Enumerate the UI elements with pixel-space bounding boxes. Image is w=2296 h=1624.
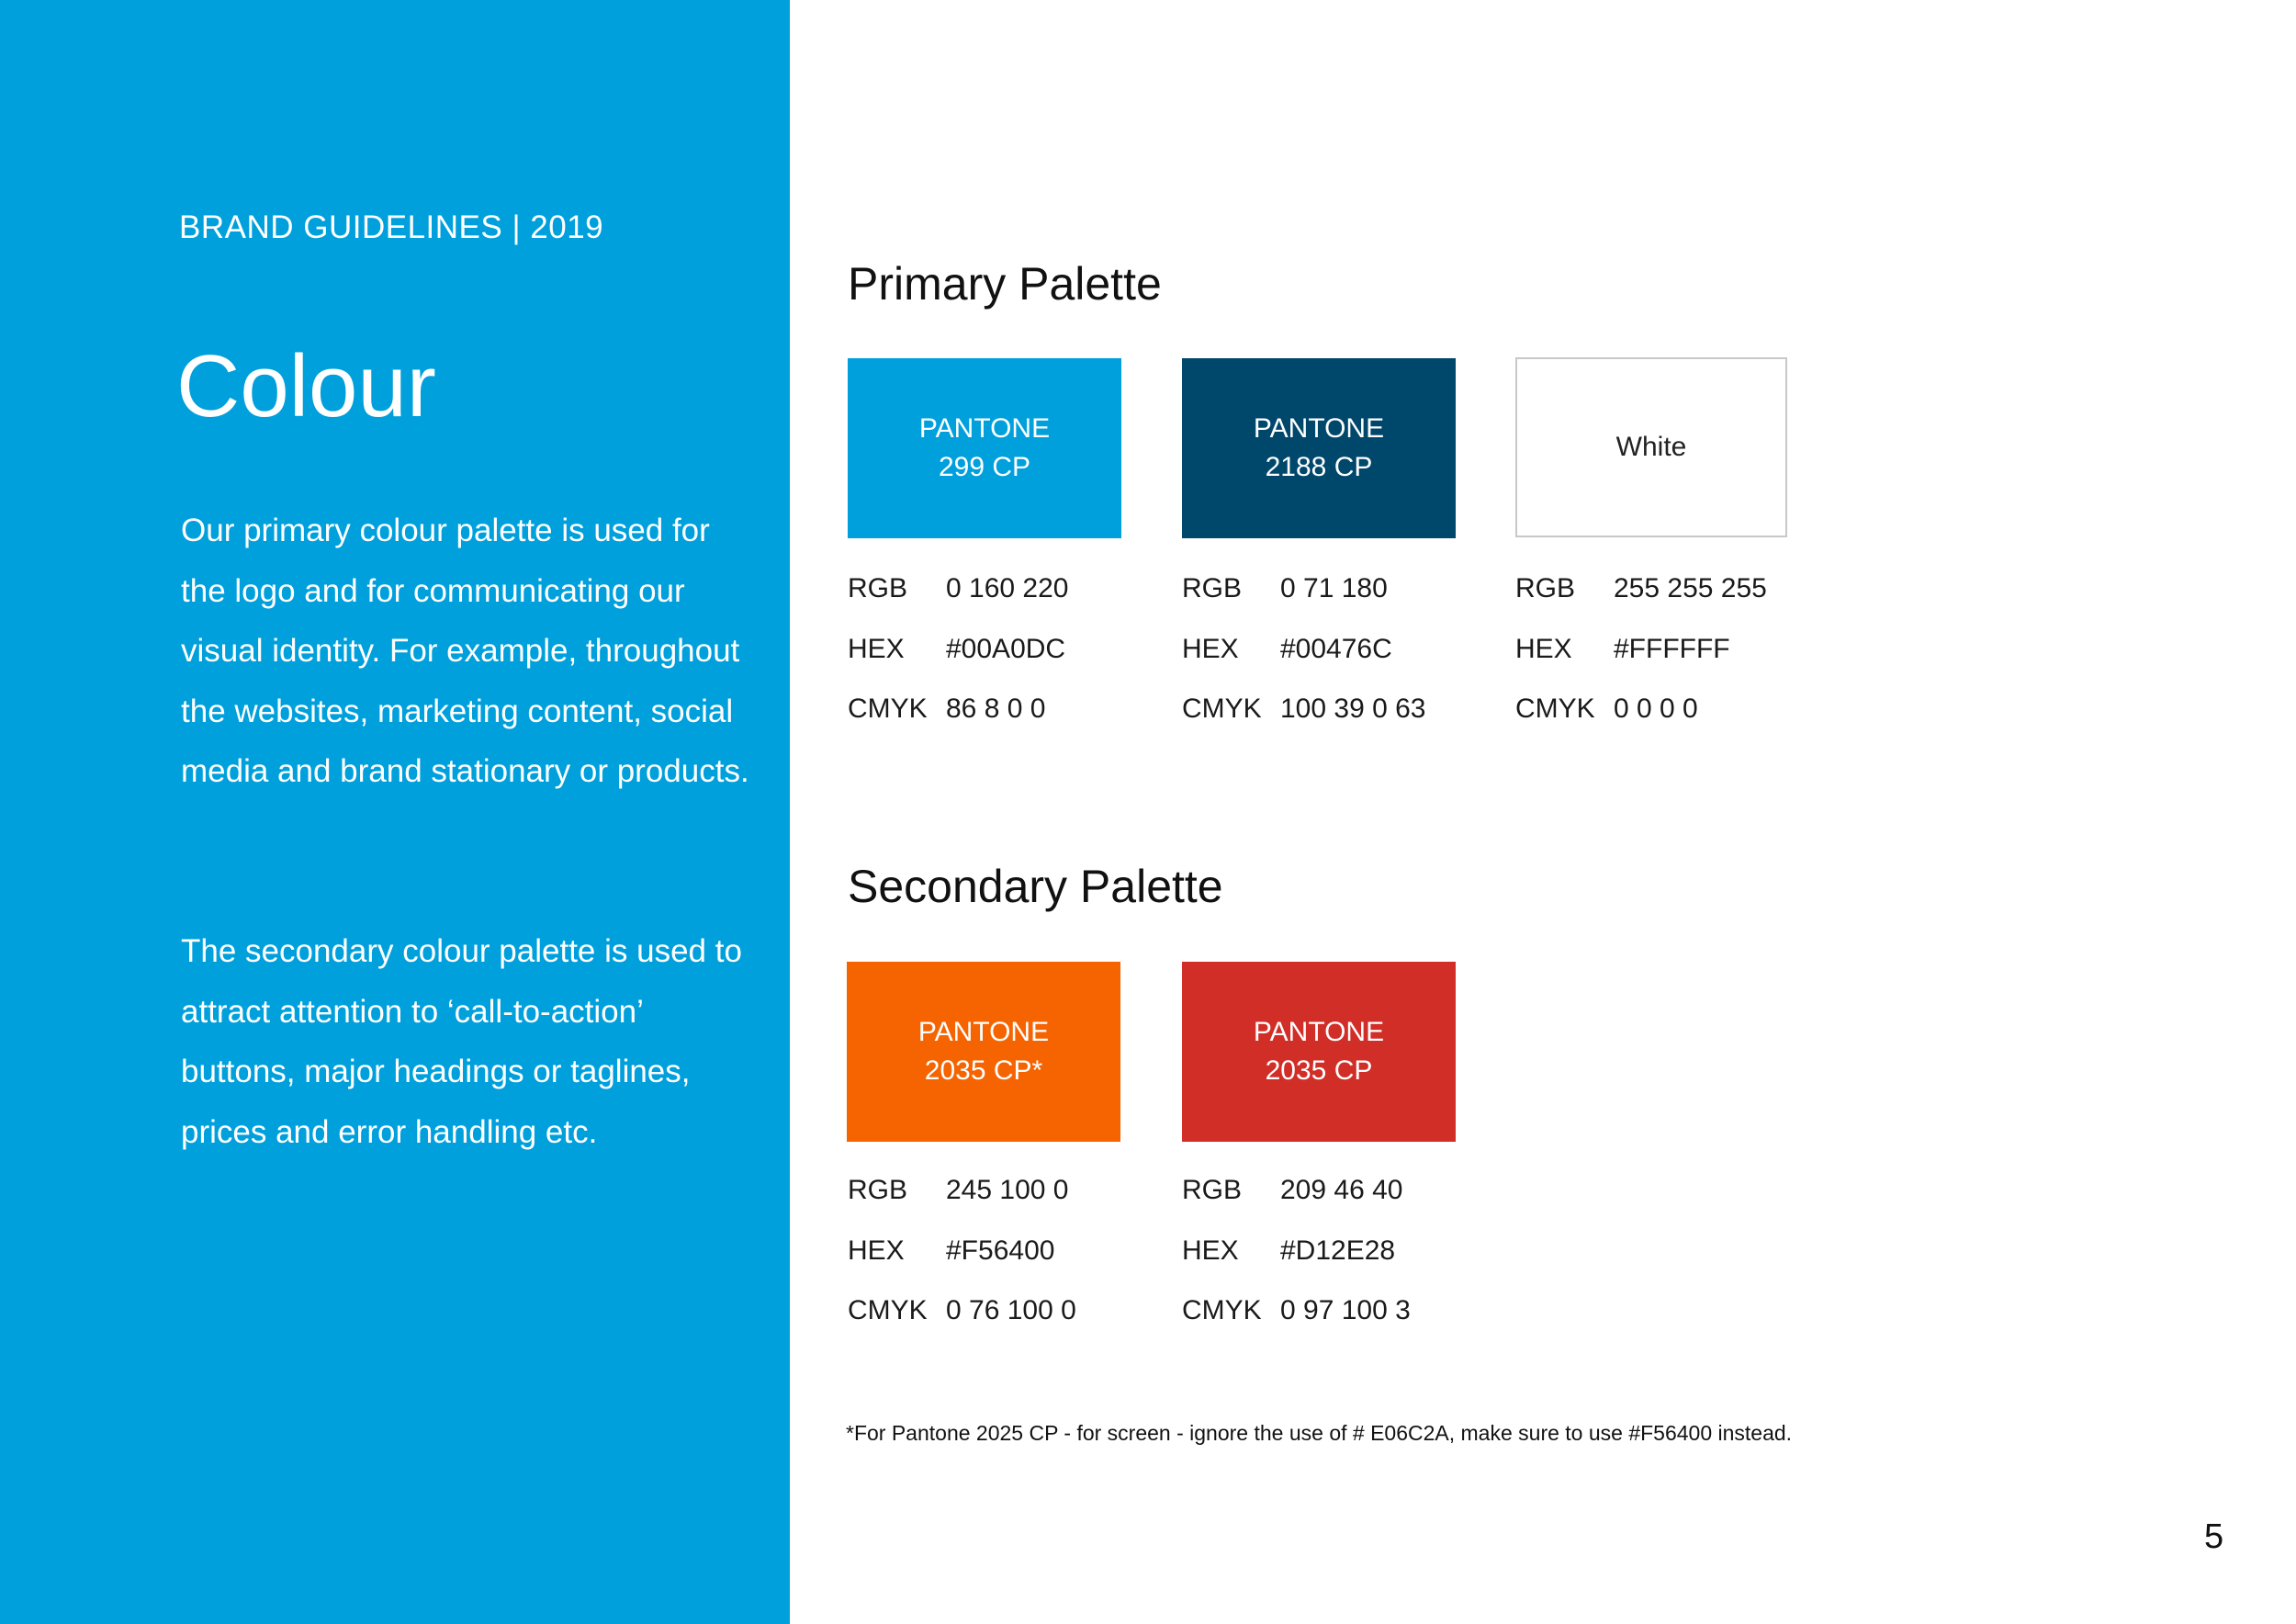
spec-key-rgb: RGB [848, 1175, 908, 1205]
swatch-label-line1: PANTONE [1253, 413, 1385, 444]
swatch-label-line2: 2035 CP [1265, 1055, 1373, 1086]
spec-value-hex: #F56400 [946, 1235, 1055, 1266]
spec-key-cmyk: CMYK [1515, 694, 1595, 724]
spec-key-cmyk: CMYK [848, 1295, 928, 1325]
spec-key-hex: HEX [1182, 633, 1239, 664]
spec-key-hex: HEX [1182, 1235, 1239, 1266]
page-title: Colour [176, 337, 436, 435]
swatch-pantone-2035-star [847, 962, 1120, 1142]
spec-key-rgb: RGB [848, 573, 908, 603]
spec-value-cmyk: 100 39 0 63 [1280, 694, 1426, 724]
spec-value-rgb: 209 46 40 [1280, 1175, 1403, 1205]
spec-key-rgb: RGB [1182, 573, 1243, 603]
page-number: 5 [2204, 1517, 2224, 1556]
spec-key-rgb: RGB [1182, 1175, 1243, 1205]
swatch-pantone-2188 [1182, 358, 1456, 538]
spec-key-hex: HEX [848, 633, 905, 664]
spec-value-cmyk: 0 0 0 0 [1614, 694, 1698, 724]
secondary-palette-title: Secondary Palette [848, 861, 1223, 912]
swatch-label-line2: 2188 CP [1265, 452, 1373, 482]
primary-palette-title: Primary Palette [848, 258, 1162, 310]
swatch-label-line1: PANTONE [918, 413, 1051, 444]
footnote: *For Pantone 2025 CP - for screen - ignore the use of # E06C2A, make sure to use #F56400 instead. [846, 1421, 1793, 1445]
swatch-label-line1: PANTONE [917, 1017, 1050, 1047]
intro-paragraph-secondary: The secondary colour palette is used to attract attention to ‘call-to-action’ buttons, major headings or taglines, prices and error handling etc. [181, 933, 742, 1150]
spec-value-cmyk: 0 97 100 3 [1280, 1295, 1411, 1325]
spec-value-rgb: 0 71 180 [1280, 573, 1388, 603]
spec-value-rgb: 245 100 0 [946, 1175, 1069, 1205]
spec-value-hex: #FFFFFF [1614, 633, 1730, 664]
spec-value-rgb: 0 160 220 [946, 573, 1069, 603]
swatch-label-line1: PANTONE [1253, 1017, 1385, 1047]
spec-key-cmyk: CMYK [1182, 1295, 1262, 1325]
spec-value-hex: #D12E28 [1280, 1235, 1396, 1266]
swatch-white [1515, 357, 1787, 537]
swatch-label-line2: 2035 CP* [924, 1055, 1043, 1086]
spec-key-hex: HEX [848, 1235, 905, 1266]
spec-value-cmyk: 0 76 100 0 [946, 1295, 1076, 1325]
spec-value-rgb: 255 255 255 [1614, 573, 1767, 603]
spec-key-cmyk: CMYK [1182, 694, 1262, 724]
spec-value-hex: #00A0DC [946, 633, 1066, 664]
sidebar-panel [0, 0, 790, 1624]
swatch-label-line1: White [1615, 432, 1687, 462]
spec-value-cmyk: 86 8 0 0 [946, 694, 1046, 724]
swatch-pantone-299 [848, 358, 1121, 538]
swatch-label-line2: 299 CP [938, 452, 1031, 482]
document-label: BRAND GUIDELINES | 2019 [179, 209, 604, 245]
spec-key-hex: HEX [1515, 633, 1572, 664]
spec-key-cmyk: CMYK [848, 694, 928, 724]
swatch-pantone-2035 [1182, 962, 1456, 1142]
spec-value-hex: #00476C [1280, 633, 1392, 664]
intro-paragraph-primary: Our primary colour palette is used for the logo and for communicating our visual identity. For example, throughout the websites, marketing content, social media and brand stationary or products. [181, 513, 749, 789]
spec-key-rgb: RGB [1515, 573, 1576, 603]
